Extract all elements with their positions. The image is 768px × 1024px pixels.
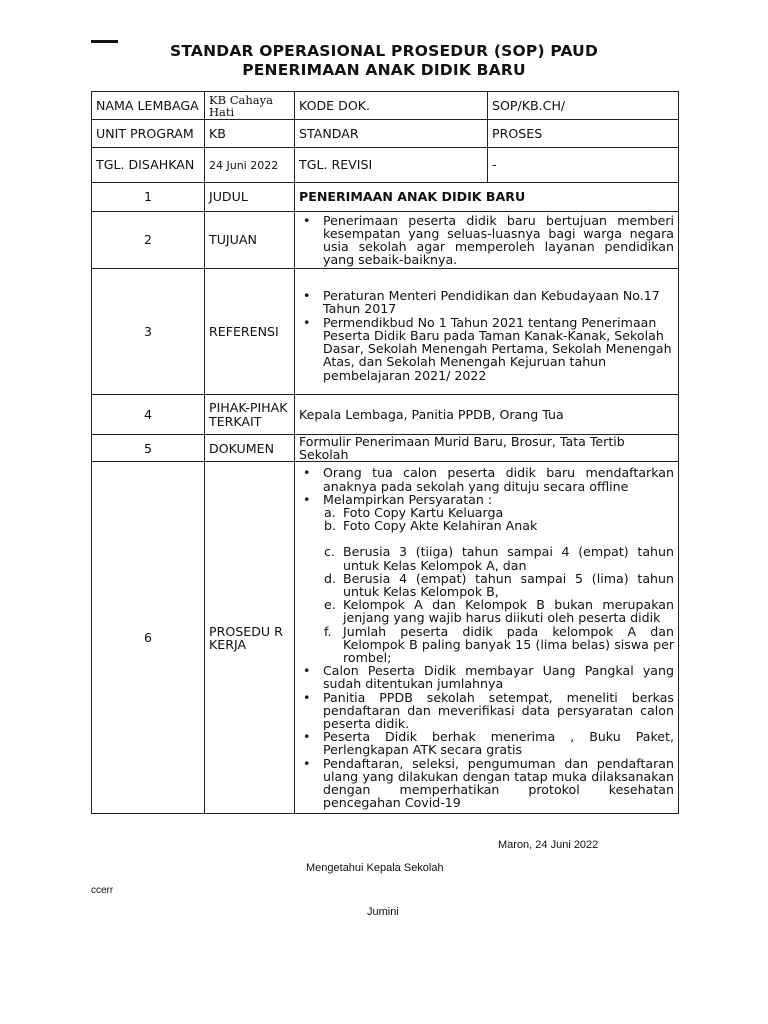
list-item: • Calon Peserta Didik membayar Uang Pangkal yang sudah ditentukan jumlahnya	[323, 664, 674, 690]
sub-item: a. Foto Copy Kartu Keluarga	[343, 506, 674, 519]
row-label: REFERENSI	[205, 269, 295, 395]
row-number: 1	[92, 183, 205, 212]
place-date: Maron, 24 Juni 2022	[498, 839, 599, 851]
nama-value: KB Cahaya Hati	[205, 92, 295, 120]
kode-label: KODE DOK.	[295, 92, 488, 120]
document-title	[0, 42, 768, 80]
row-label: JUDUL	[205, 183, 295, 212]
tgl-label: TGL. DISAHKAN	[92, 148, 205, 183]
prosedur-list	[299, 466, 674, 809]
row-pihak	[92, 395, 679, 435]
sub-item: d. Berusia 4 (empat) tahun sampai 5 (lima) tahun untuk Kelas Kelompok B,	[343, 572, 674, 598]
signature: ccerr	[91, 885, 114, 896]
tgl-value: 24 Juni 2022	[205, 148, 295, 183]
header-row-nama	[92, 92, 679, 120]
row-judul	[92, 183, 679, 212]
row-label: PROSEDU R KERJA	[205, 462, 295, 814]
list-item: • Pendaftaran, seleksi, pengumuman dan pendaftaran ulang yang dilakukan dengan tatap muka dilaksanakan dengan memperhatikan protokol kesehatan pencegahan Covid-19	[323, 757, 674, 810]
kode-value: SOP/KB.CH/	[488, 92, 679, 120]
dokumen-value: Formulir Penerimaan Murid Baru, Brosur, Tata Tertib Sekolah	[295, 435, 679, 462]
persyaratan-list-cf	[323, 545, 674, 664]
row-tujuan	[92, 212, 679, 269]
referensi-cell	[295, 269, 679, 395]
row-number: 2	[92, 212, 205, 269]
approval-text: Mengetahui Kepala Sekolah	[306, 862, 444, 874]
row-number: 6	[92, 462, 205, 814]
list-item: • Penerimaan peserta didik baru bertujuan memberi kesempatan yang seluas-luasnya bagi warga negara usia sekolah agar memperoleh layanan pendidikan yang sebaik-baiknya.	[323, 214, 674, 267]
title-line-2: PENERIMAAN ANAK DIDIK BARU	[242, 61, 526, 79]
nama-label: NAMA LEMBAGA	[92, 92, 205, 120]
standar-value: PROSES	[488, 120, 679, 148]
referensi-list	[299, 289, 674, 381]
title-line-1: STANDAR OPERASIONAL PROSEDUR (SOP) PAUD	[169, 42, 599, 60]
sub-item: b. Foto Copy Akte Kelahiran Anak	[343, 519, 674, 532]
list-item: • Peraturan Menteri Pendidikan dan Kebudayaan No.17 Tahun 2017	[323, 289, 674, 315]
list-item	[323, 493, 674, 664]
row-referensi	[92, 269, 679, 395]
header-row-tgl	[92, 148, 679, 183]
unit-label: UNIT PROGRAM	[92, 120, 205, 148]
header-row-unit	[92, 120, 679, 148]
row-label: TUJUAN	[205, 212, 295, 269]
tujuan-cell	[295, 212, 679, 269]
list-item: • Orang tua calon peserta didik baru mendaftarkan anaknya pada sekolah yang dituju secara offline	[323, 466, 674, 492]
row-number: 4	[92, 395, 205, 435]
signatory-name: Jumini	[367, 906, 399, 918]
sub-item: c. Berusia 3 (tiiga) tahun sampai 4 (empat) tahun untuk Kelas Kelompok A, dan	[343, 545, 674, 571]
list-item: • Peserta Didik berhak menerima , Buku Paket, Perlengkapan ATK secara gratis	[323, 730, 674, 756]
unit-value: KB	[205, 120, 295, 148]
revisi-value: -	[488, 148, 679, 183]
judul-value: PENERIMAAN ANAK DIDIK BARU	[295, 183, 679, 212]
persyaratan-heading: Melampirkan Persyaratan :	[323, 491, 493, 507]
standar-label: STANDAR	[295, 120, 488, 148]
row-label: PIHAK-PIHAK TERKAIT	[205, 395, 295, 435]
revisi-label: TGL. REVISI	[295, 148, 488, 183]
list-item: • Panitia PPDB sekolah setempat, meneliti berkas pendaftaran dan meverifikasi data persyaratan calon peserta didik.	[323, 691, 674, 731]
persyaratan-list-ab	[323, 506, 674, 532]
row-number: 3	[92, 269, 205, 395]
row-prosedur	[92, 462, 679, 814]
pihak-value: Kepala Lembaga, Panitia PPDB, Orang Tua	[295, 395, 679, 435]
prosedur-cell	[295, 462, 679, 814]
sub-item: e. Kelompok A dan Kelompok B bukan merupakan jenjang yang wajib harus diikuti oleh peserta didik	[343, 598, 674, 624]
sub-item: f. Jumlah peserta didik pada kelompok A dan Kelompok B paling banyak 15 (lima belas) siswa per rombel;	[343, 625, 674, 665]
row-dokumen	[92, 435, 679, 462]
row-label: DOKUMEN	[205, 435, 295, 462]
tujuan-list	[299, 214, 674, 267]
list-item: • Permendikbud No 1 Tahun 2021 tentang Penerimaan Peserta Didik Baru pada Taman Kanak-Kanak, Sekolah Dasar, Sekolah Menengah Pertama, Sekolah Menengah Atas, dan Sekolah Menengah Kejuruan tahun pembelajaran 2021/ 2022	[323, 316, 674, 382]
sop-table	[91, 91, 679, 814]
row-number: 5	[92, 435, 205, 462]
